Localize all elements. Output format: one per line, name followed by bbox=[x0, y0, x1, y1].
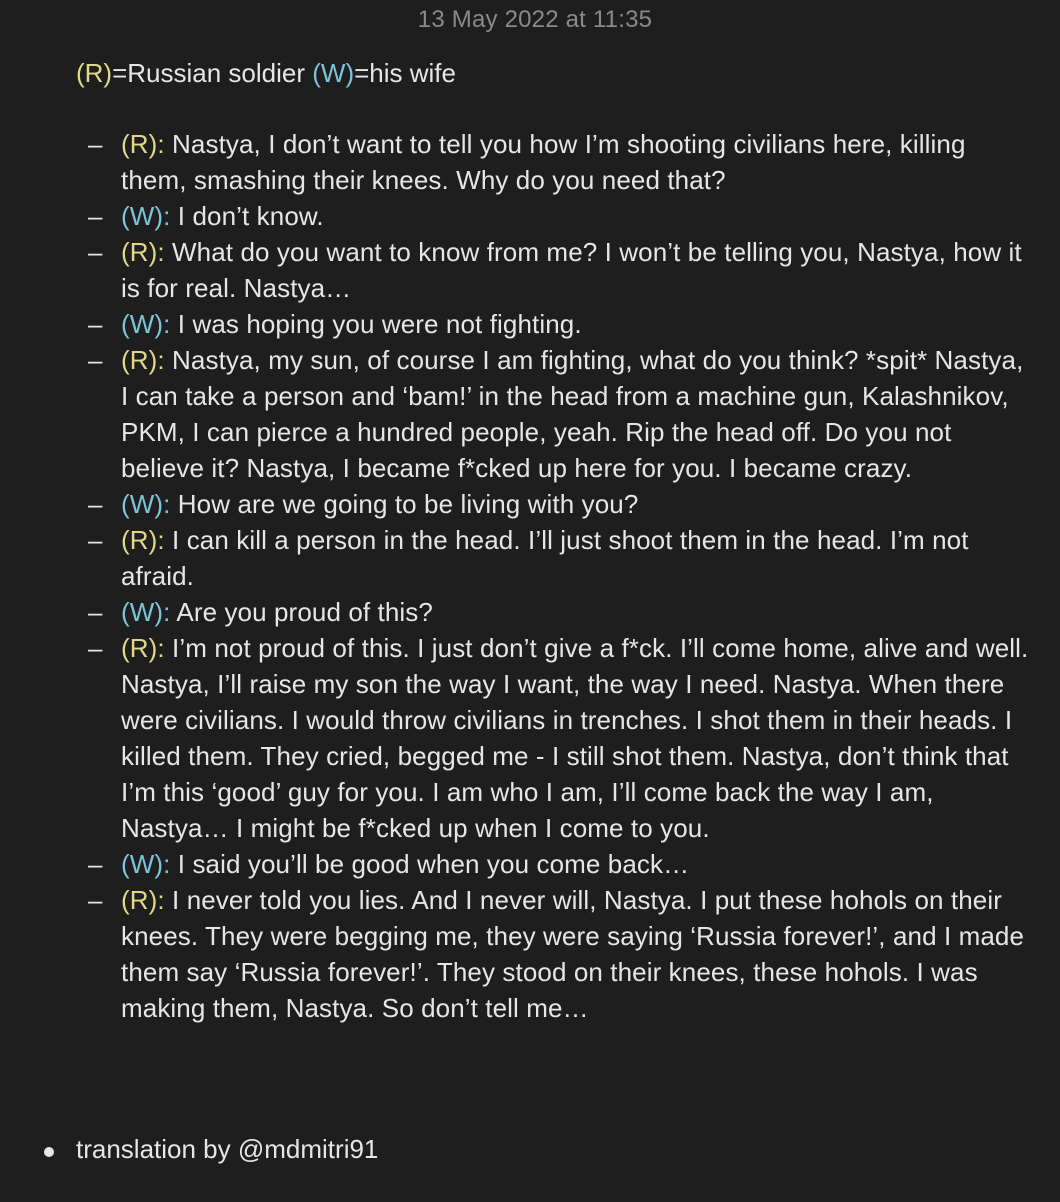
speaker-tag: (R): bbox=[121, 237, 165, 267]
dialogue-line bbox=[0, 234, 1060, 306]
dialogue-text: What do you want to know from me? I won’t be telling you, Nastya, how it is for real. Nastya… bbox=[121, 237, 1022, 303]
list-dash: – bbox=[88, 525, 103, 555]
dialogue-list bbox=[0, 126, 1060, 1026]
dialogue-text: I was hoping you were not fighting. bbox=[170, 309, 582, 339]
dialogue-line bbox=[0, 486, 1060, 522]
legend-w-tag: (W) bbox=[312, 58, 355, 88]
dialogue-text: Nastya, I don’t want to tell you how I’m shooting civilians here, killing them, smashing their knees. Why do you need that? bbox=[121, 129, 966, 195]
speaker-tag: (R): bbox=[121, 525, 165, 555]
list-dash: – bbox=[88, 849, 103, 879]
dialogue-line bbox=[0, 522, 1060, 594]
dialogue-text: I never told you lies. And I never will, Nastya. I put these hohols on their knees. They were begging me, they were saying ‘Russia forever!’, and I made them say ‘Russia forever!’. They stood on their knees, these hohols. I was making them, Nastya. So don’t tell me… bbox=[121, 885, 1025, 1023]
dialogue-line bbox=[0, 882, 1060, 1026]
speaker-tag: (W): bbox=[121, 201, 171, 231]
list-dash: – bbox=[88, 597, 103, 627]
dialogue-line bbox=[0, 342, 1060, 486]
dialogue-text: Nastya, my sun, of course I am fighting, what do you think? *spit* Nastya, I can take a person and ‘bam!’ in the head from a machine gun, Kalashnikov, PKM, I can pierce a hundred people, yeah. Rip the head off. Do you not believe it? Nastya, I became f*cked up here for you. I became crazy. bbox=[121, 345, 1024, 483]
list-dash: – bbox=[88, 237, 103, 267]
speaker-legend bbox=[76, 58, 456, 89]
legend-r-desc: =Russian soldier bbox=[112, 58, 313, 88]
dialogue-line bbox=[0, 126, 1060, 198]
list-dash: – bbox=[88, 489, 103, 519]
translation-credit: translation by @mdmitri91 bbox=[76, 1134, 379, 1164]
dialogue-line bbox=[0, 306, 1060, 342]
speaker-tag: (R): bbox=[121, 129, 165, 159]
dialogue-text: I don’t know. bbox=[170, 201, 324, 231]
dialogue-text: I can kill a person in the head. I’ll just shoot them in the head. I’m not afraid. bbox=[121, 525, 969, 591]
speaker-tag: (R): bbox=[121, 885, 165, 915]
list-dash: – bbox=[88, 345, 103, 375]
dialogue-text: How are we going to be living with you? bbox=[170, 489, 639, 519]
speaker-tag: (W): bbox=[121, 489, 171, 519]
dialogue-text: I said you’ll be good when you come back… bbox=[170, 849, 690, 879]
list-dash: – bbox=[88, 201, 103, 231]
list-dash: – bbox=[88, 885, 103, 915]
speaker-tag: (W): bbox=[121, 849, 171, 879]
speaker-tag: (R): bbox=[121, 633, 165, 663]
speaker-tag: (W): bbox=[121, 309, 171, 339]
speaker-tag: (W): bbox=[121, 597, 171, 627]
dialogue-text: Are you proud of this? bbox=[170, 597, 433, 627]
dialogue-line bbox=[0, 846, 1060, 882]
dialogue-text: I’m not proud of this. I just don’t give a f*ck. I’ll come home, alive and well. Nastya, I’ll raise my son the way I want, the way I need. Nastya. When there were civilians. I would throw civilians in trenches. I shot them in their heads. I killed them. They cried, begged me - I still shot them. Nastya, don’t think that I’m this ‘good’ guy for you. I am who I am, I’ll come back the way I am, Nastya… I might be f*cked up when I come to you. bbox=[121, 633, 1029, 843]
dialogue-line bbox=[0, 630, 1060, 846]
dialogue-line bbox=[0, 594, 1060, 630]
dialogue-line bbox=[0, 198, 1060, 234]
legend-w-desc: =his wife bbox=[354, 58, 456, 88]
note-date: 13 May 2022 at 11:35 bbox=[417, 6, 653, 33]
list-dash: – bbox=[88, 633, 103, 663]
list-dash: – bbox=[88, 309, 103, 339]
bullet-icon bbox=[44, 1147, 54, 1157]
legend-r-tag: (R) bbox=[76, 58, 113, 88]
speaker-tag: (R): bbox=[121, 345, 165, 375]
list-dash: – bbox=[88, 129, 103, 159]
